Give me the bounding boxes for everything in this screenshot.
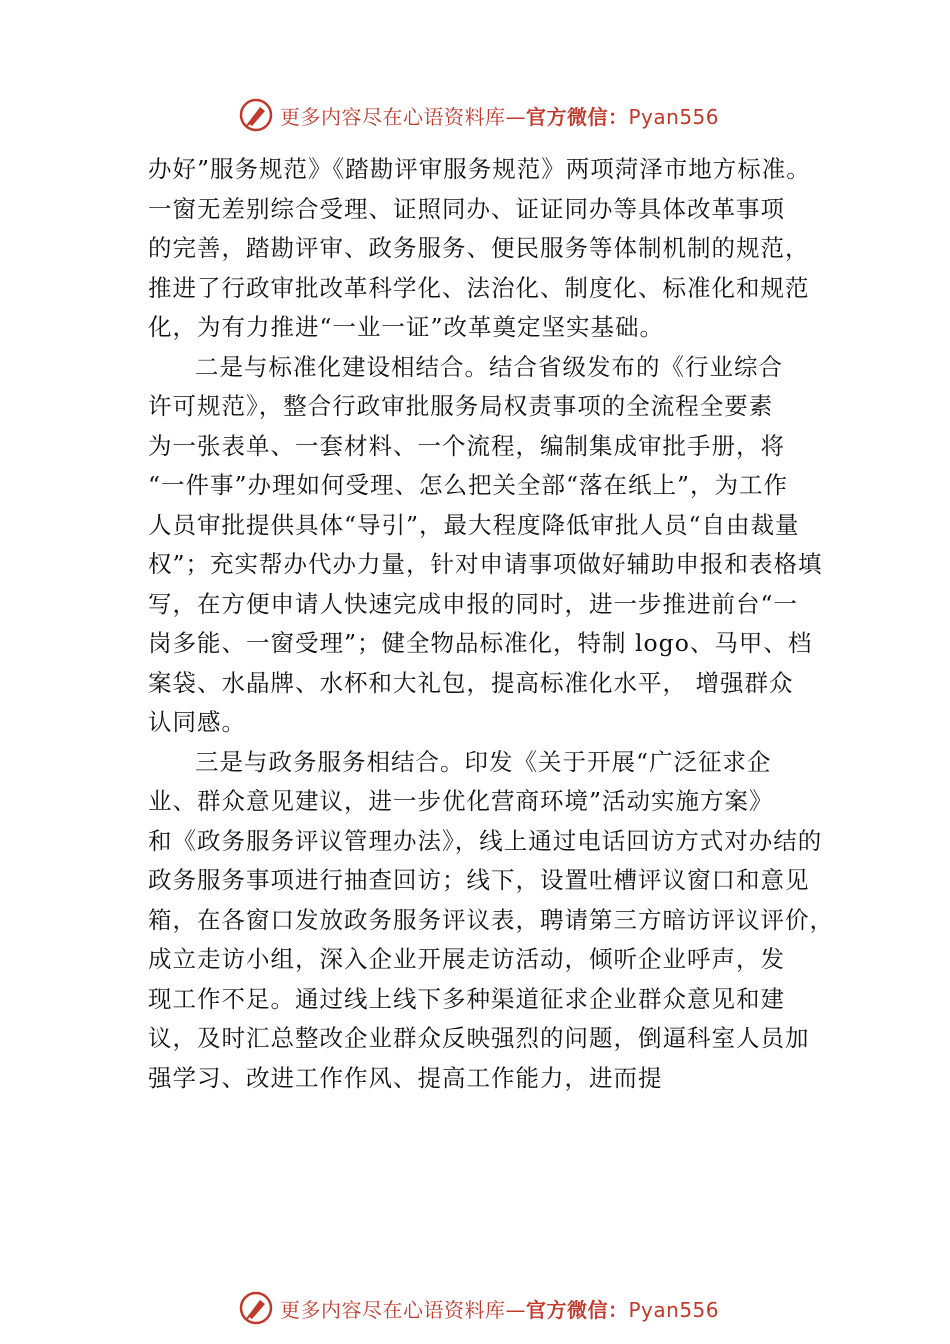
text-line: 业、群众意见建议，进一步优化营商环境”活动实施方案》 — [148, 787, 774, 815]
text-line: 一窗无差别综合受理、证照同办、证证同办等具体改革事项 — [148, 194, 785, 223]
text-line: 权”；充实帮办代办力量，针对申请事项做好辅助申报和表格填 — [148, 550, 823, 578]
text-line: 现工作不足。通过线上线下多种渠道征求企业群众意见和建 — [148, 984, 785, 1013]
text-line: 箱，在各窗口发放政务服务评议表，聘请第三方暗访评议评价， — [148, 905, 834, 934]
pen-nib-logo-icon — [238, 97, 274, 133]
paragraph-start-line: 二是与标准化建设相结合。结合省级发布的《行业综合 — [195, 352, 783, 381]
text-line: 认同感。 — [148, 708, 246, 736]
text-line: “一件事”办理如何受理、怎么把关全部“落在纸上”，为工作 — [148, 471, 789, 499]
text-line: 强学习、改进工作作风、提高工作能力，进而提 — [148, 1063, 663, 1092]
text-line: 和《政务服务评议管理办法》，线上通过电话回访方式对办结的 — [148, 826, 823, 855]
header-banner — [238, 95, 758, 135]
footer-banner — [238, 1288, 758, 1328]
text-line: 的完善，踏勘评审、政务服务、便民服务等体制机制的规范， — [148, 234, 810, 262]
text-line: 岗多能、一窗受理”；健全物品标准化，特制 logo、马甲、档 — [148, 629, 813, 657]
text-line: 化，为有力推进“一业一证”改革奠定坚实基础。 — [148, 313, 665, 341]
text-line: 许可规范》，整合行政审批服务局权责事项的全流程全要素 — [148, 392, 774, 420]
text-line: 议，及时汇总整改企业群众反映强烈的问题，倒逼科室人员加 — [148, 1024, 810, 1052]
document-body — [148, 150, 838, 1098]
text-line: 推进了行政审批改革科学化、法治化、制度化、标准化和规范 — [148, 273, 810, 302]
header-slogan: 更多内容尽在心语资料库—官方微信：Pyan556 — [280, 104, 720, 129]
text-line: 办好”服务规范》《踏勘评审服务规范》两项菏泽市地方标准。 — [148, 155, 811, 183]
text-line: 写，在方便申请人快速完成申报的同时，进一步推进前台“一 — [148, 589, 799, 618]
pen-nib-logo-icon — [238, 1290, 274, 1326]
footer-slogan: 更多内容尽在心语资料库—官方微信：Pyan556 — [280, 1297, 720, 1322]
paragraph-start-line: 三是与政务服务相结合。印发《关于开展“广泛征求企 — [195, 747, 772, 776]
text-line: 成立走访小组，深入企业开展走访活动，倾听企业呼声，发 — [148, 945, 785, 973]
text-line: 人员审批提供具体“导引”，最大程度降低审批人员“自由裁量 — [148, 510, 800, 539]
text-line: 为一张表单、一套材料、一个流程，编制集成审批手册，将 — [148, 431, 785, 460]
text-line: 政务服务事项进行抽查回访；线下，设置吐槽评议窗口和意见 — [148, 866, 810, 894]
text-line: 案袋、水晶牌、水杯和大礼包，提高标准化水平， 增强群众 — [148, 668, 794, 697]
